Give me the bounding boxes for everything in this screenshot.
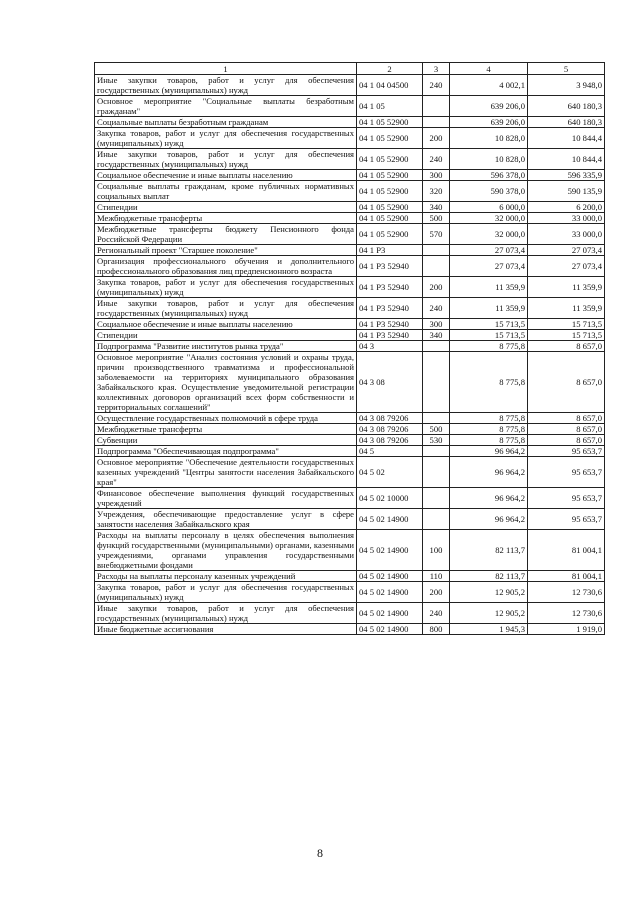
row-value-1: 27 073,4: [450, 256, 528, 277]
row-value-1: 10 828,0: [450, 128, 528, 149]
row-expense-type: [423, 117, 450, 128]
row-code: 04 1 P3 52940: [357, 277, 423, 298]
row-code: 04 5 02 10000: [357, 488, 423, 509]
row-expense-type: [423, 245, 450, 256]
row-value-1: 8 775,8: [450, 352, 528, 413]
row-expense-type: 240: [423, 298, 450, 319]
row-name: Иные бюджетные ассигнования: [95, 624, 357, 635]
row-value-2: 8 657,0: [528, 341, 605, 352]
table-row: [95, 170, 605, 181]
row-value-1: 4 002,1: [450, 75, 528, 96]
row-expense-type: [423, 256, 450, 277]
row-value-1: 12 905,2: [450, 603, 528, 624]
row-value-1: 27 073,4: [450, 245, 528, 256]
row-expense-type: 570: [423, 224, 450, 245]
row-expense-type: 240: [423, 75, 450, 96]
table-row: [95, 256, 605, 277]
table-row: [95, 624, 605, 635]
row-code: 04 1 05 52900: [357, 224, 423, 245]
row-value-2: 81 004,1: [528, 571, 605, 582]
table-row: [95, 298, 605, 319]
table-row: [95, 488, 605, 509]
row-code: 04 1 05 52900: [357, 213, 423, 224]
table-row: [95, 277, 605, 298]
row-value-1: 12 905,2: [450, 582, 528, 603]
row-value-1: 96 964,2: [450, 488, 528, 509]
row-code: 04 1 P3: [357, 245, 423, 256]
row-value-1: 96 964,2: [450, 446, 528, 457]
table-row: [95, 181, 605, 202]
row-value-2: 8 657,0: [528, 413, 605, 424]
row-name: Основное мероприятие "Социальные выплаты безработным гражданам": [95, 96, 357, 117]
row-code: 04 1 05 52900: [357, 181, 423, 202]
row-value-1: 96 964,2: [450, 509, 528, 530]
page-number: 8: [317, 846, 323, 860]
row-value-2: 12 730,6: [528, 582, 605, 603]
row-code: 04 3 08 79206: [357, 435, 423, 446]
row-value-1: 11 359,9: [450, 277, 528, 298]
row-code: 04 1 P3 52940: [357, 298, 423, 319]
row-value-2: 95 653,7: [528, 488, 605, 509]
row-value-2: 11 359,9: [528, 298, 605, 319]
row-value-2: 95 653,7: [528, 446, 605, 457]
row-value-1: 8 775,8: [450, 341, 528, 352]
row-name: Иные закупки товаров, работ и услуг для обеспечения государственных (муниципальных) нужд: [95, 149, 357, 170]
row-value-2: 95 653,7: [528, 457, 605, 488]
table-row: [95, 341, 605, 352]
row-value-1: 639 206,0: [450, 117, 528, 128]
row-code: 04 1 05 52900: [357, 202, 423, 213]
row-name: Иные закупки товаров, работ и услуг для обеспечения государственных (муниципальных) нужд: [95, 298, 357, 319]
row-expense-type: [423, 509, 450, 530]
row-value-1: 8 775,8: [450, 424, 528, 435]
row-code: 04 5 02 14900: [357, 624, 423, 635]
row-expense-type: 110: [423, 571, 450, 582]
row-code: 04 5 02 14900: [357, 571, 423, 582]
table-row: [95, 224, 605, 245]
row-value-2: 33 000,0: [528, 224, 605, 245]
row-value-1: 15 713,5: [450, 330, 528, 341]
col-header-name: 1: [95, 63, 357, 75]
row-value-2: 95 653,7: [528, 509, 605, 530]
row-expense-type: [423, 96, 450, 117]
table-row: [95, 319, 605, 330]
row-code: 04 3 08 79206: [357, 413, 423, 424]
row-name: Расходы на выплаты персоналу в целях обеспечения выполнения функций государственными (муниципальными) органами, казенными учреждениями, органами управления государственными внебюджетными фондами: [95, 530, 357, 571]
row-name: Расходы на выплаты персоналу казенных учреждений: [95, 571, 357, 582]
row-name: Учреждения, обеспечивающие предоставление услуг в сфере занятости населения Забайкальского края: [95, 509, 357, 530]
table-row: [95, 530, 605, 571]
row-value-1: 10 828,0: [450, 149, 528, 170]
row-name: Социальное обеспечение и иные выплаты населению: [95, 319, 357, 330]
row-value-2: 15 713,5: [528, 319, 605, 330]
row-expense-type: [423, 413, 450, 424]
row-code: 04 5 02 14900: [357, 509, 423, 530]
row-value-2: 596 335,9: [528, 170, 605, 181]
row-value-2: 11 359,9: [528, 277, 605, 298]
row-name: Подпрограмма "Развитие институтов рынка труда": [95, 341, 357, 352]
row-name: Иные закупки товаров, работ и услуг для обеспечения государственных (муниципальных) нужд: [95, 603, 357, 624]
table-row: [95, 202, 605, 213]
col-header-vr: 3: [423, 63, 450, 75]
row-expense-type: [423, 488, 450, 509]
row-name: Закупка товаров, работ и услуг для обеспечения государственных (муниципальных) нужд: [95, 128, 357, 149]
row-value-2: 590 135,9: [528, 181, 605, 202]
row-expense-type: [423, 446, 450, 457]
row-name: Основное мероприятие "Анализ состояния условий и охраны труда, причин производственного травматизма и профессиональной заболеваемости на территориях муниципального образования Забайкальского края. Осуществление уведомительной регистрации коллективных договоров организаций всех форм собственности и территориальных соглашений": [95, 352, 357, 413]
row-expense-type: 200: [423, 128, 450, 149]
row-name: Межбюджетные трансферты бюджету Пенсионного фонда Российской Федерации: [95, 224, 357, 245]
table-row: [95, 603, 605, 624]
table-row: [95, 352, 605, 413]
row-expense-type: 240: [423, 603, 450, 624]
table-row: [95, 117, 605, 128]
row-name: Закупка товаров, работ и услуг для обеспечения государственных (муниципальных) нужд: [95, 277, 357, 298]
row-expense-type: 530: [423, 435, 450, 446]
row-expense-type: 500: [423, 424, 450, 435]
col-header-code: 2: [357, 63, 423, 75]
row-name: Межбюджетные трансферты: [95, 424, 357, 435]
table-row: [95, 446, 605, 457]
row-name: Социальное обеспечение и иные выплаты населению: [95, 170, 357, 181]
table-row: [95, 571, 605, 582]
row-expense-type: [423, 352, 450, 413]
row-value-2: 10 844,4: [528, 128, 605, 149]
row-name: Финансовое обеспечение выполнения функций государственных учреждений: [95, 488, 357, 509]
row-value-1: 1 945,3: [450, 624, 528, 635]
table-row: [95, 582, 605, 603]
row-code: 04 5 02 14900: [357, 582, 423, 603]
row-name: Субвенции: [95, 435, 357, 446]
row-name: Основное мероприятие "Обеспечение деятельности государственных казенных учреждений "Центры занятости населения Забайкальского края": [95, 457, 357, 488]
row-code: 04 3 08: [357, 352, 423, 413]
row-value-2: 3 948,0: [528, 75, 605, 96]
row-value-2: 15 713,5: [528, 330, 605, 341]
table-row: [95, 128, 605, 149]
row-code: 04 3 08 79206: [357, 424, 423, 435]
budget-table: [94, 62, 605, 635]
row-value-1: 8 775,8: [450, 413, 528, 424]
row-value-2: 8 657,0: [528, 424, 605, 435]
table-row: [95, 413, 605, 424]
row-expense-type: 340: [423, 202, 450, 213]
row-value-1: 639 206,0: [450, 96, 528, 117]
row-value-2: 10 844,4: [528, 149, 605, 170]
row-name: Иные закупки товаров, работ и услуг для обеспечения государственных (муниципальных) нужд: [95, 75, 357, 96]
row-value-2: 27 073,4: [528, 245, 605, 256]
row-expense-type: 240: [423, 149, 450, 170]
row-code: 04 5 02 14900: [357, 530, 423, 571]
row-value-1: 11 359,9: [450, 298, 528, 319]
row-code: 04 1 05 52900: [357, 117, 423, 128]
row-code: 04 1 P3 52940: [357, 256, 423, 277]
row-expense-type: 300: [423, 319, 450, 330]
table-row: [95, 245, 605, 256]
table-row: [95, 457, 605, 488]
row-expense-type: 320: [423, 181, 450, 202]
row-value-2: 81 004,1: [528, 530, 605, 571]
row-code: 04 1 P3 52940: [357, 319, 423, 330]
row-expense-type: [423, 341, 450, 352]
row-value-1: 96 964,2: [450, 457, 528, 488]
row-value-2: 8 657,0: [528, 435, 605, 446]
row-name: Подпрограмма "Обеспечивающая подпрограмма": [95, 446, 357, 457]
row-expense-type: 300: [423, 170, 450, 181]
row-value-2: 640 180,3: [528, 96, 605, 117]
row-value-2: 27 073,4: [528, 256, 605, 277]
row-value-1: 32 000,0: [450, 213, 528, 224]
table-row: [95, 96, 605, 117]
row-value-1: 15 713,5: [450, 319, 528, 330]
row-value-2: 12 730,6: [528, 603, 605, 624]
row-value-1: 82 113,7: [450, 571, 528, 582]
row-value-2: 640 180,3: [528, 117, 605, 128]
table-row: [95, 424, 605, 435]
row-name: Региональный проект "Старшее поколение": [95, 245, 357, 256]
row-code: 04 5 02 14900: [357, 603, 423, 624]
table-row: [95, 149, 605, 170]
row-value-2: 6 200,0: [528, 202, 605, 213]
row-code: 04 1 04 04500: [357, 75, 423, 96]
table-body: [95, 75, 605, 635]
row-code: 04 1 05: [357, 96, 423, 117]
row-expense-type: 100: [423, 530, 450, 571]
row-value-1: 596 378,0: [450, 170, 528, 181]
row-code: 04 1 05 52900: [357, 170, 423, 181]
row-expense-type: 340: [423, 330, 450, 341]
row-code: 04 1 05 52900: [357, 128, 423, 149]
row-name: Социальные выплаты безработным гражданам: [95, 117, 357, 128]
row-code: 04 5 02: [357, 457, 423, 488]
row-expense-type: 200: [423, 277, 450, 298]
row-expense-type: 500: [423, 213, 450, 224]
row-value-1: 82 113,7: [450, 530, 528, 571]
table-row: [95, 509, 605, 530]
table-row: [95, 435, 605, 446]
row-code: 04 1 P3 52940: [357, 330, 423, 341]
header-row: [95, 63, 605, 75]
row-value-2: 8 657,0: [528, 352, 605, 413]
row-expense-type: [423, 457, 450, 488]
row-expense-type: 200: [423, 582, 450, 603]
row-value-1: 32 000,0: [450, 224, 528, 245]
row-name: Социальные выплаты гражданам, кроме публичных нормативных социальных выплат: [95, 181, 357, 202]
row-name: Стипендии: [95, 202, 357, 213]
row-value-1: 8 775,8: [450, 435, 528, 446]
row-name: Организация профессионального обучения и дополнительного профессионального образования лиц предпенсионного возраста: [95, 256, 357, 277]
row-code: 04 5: [357, 446, 423, 457]
row-value-2: 33 000,0: [528, 213, 605, 224]
col-header-value-1: 4: [450, 63, 528, 75]
row-expense-type: 800: [423, 624, 450, 635]
row-value-1: 590 378,0: [450, 181, 528, 202]
row-name: Закупка товаров, работ и услуг для обеспечения государственных (муниципальных) нужд: [95, 582, 357, 603]
row-code: 04 1 05 52900: [357, 149, 423, 170]
table-row: [95, 213, 605, 224]
row-value-2: 1 919,0: [528, 624, 605, 635]
row-name: Осуществление государственных полномочий в сфере труда: [95, 413, 357, 424]
row-value-1: 6 000,0: [450, 202, 528, 213]
row-code: 04 3: [357, 341, 423, 352]
row-name: Межбюджетные трансферты: [95, 213, 357, 224]
table-row: [95, 330, 605, 341]
table-row: [95, 75, 605, 96]
col-header-value-2: 5: [528, 63, 605, 75]
row-name: Стипендии: [95, 330, 357, 341]
